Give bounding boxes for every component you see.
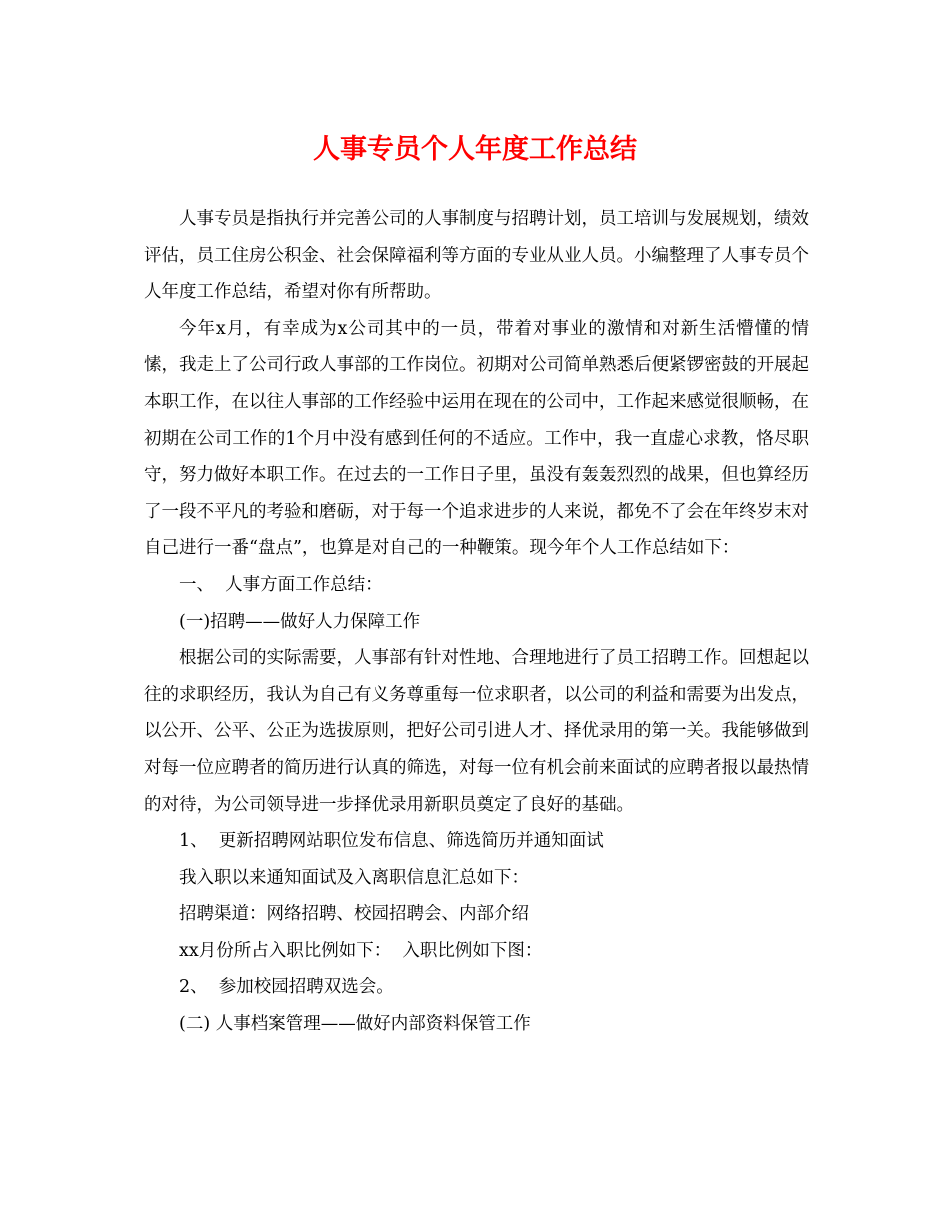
entry-ratio-line: xx月份所占入职比例如下： 入职比例如下图： [179, 940, 543, 961]
list-item-two: 2、 参加校园招聘双选会。 [179, 977, 394, 998]
recruitment-paragraph: 根据公司的实际需要，人事部有针对性地、合理地进行了员工招聘工作。回想起以往的求职经历，我认为自己有义务尊重每一位求职者，以公司的利益和需要为出发点，以公开、公平、公正为选拔原则，把好公司引进人才、择优录用的第一关。我能够做到对每一位应聘者的简历进行认真的筛选，对每一位有机会前来面试的应聘者报以最热情的对待，为公司领导进一步择优录用新职员奠定了良好的基础。 [144, 648, 809, 815]
document-body [144, 201, 809, 1043]
recruitment-channels: 招聘渠道：网络招聘、校园招聘会、内部介绍 [179, 904, 529, 925]
document-title: 人事专员个人年度工作总结 [313, 134, 637, 165]
overview-paragraph: 今年x月，有幸成为x公司其中的一员，带着对事业的激情和对新生活懵懂的情愫，我走上了公司行政人事部的工作岗位。初期对公司简单熟悉后便紧锣密鼓的开展起本职工作，在以往人事部的工作经验中运用在现在的公司中，工作起来感觉很顺畅，在初期在公司工作的1个月中没有感到任何的不适应。工作中，我一直虚心求教，恪尽职守，努力做好本职工作。在过去的一工作日子里，虽没有轰轰烈烈的战果，但也算经历了一段不平凡的考验和磨砺，对于每一个追求进步的人来说，都免不了会在年终岁末对自己进行一番“盘点”，也算是对自己的一种鞭策。现今年个人工作总结如下： [144, 318, 809, 559]
subsection-two-heading: (二) 人事档案管理——做好内部资料保管工作 [179, 1014, 531, 1035]
subsection-one-heading: (一)招聘——做好人力保障工作 [179, 611, 421, 632]
section-one-heading: 一、 人事方面工作总结： [179, 574, 383, 595]
intro-paragraph: 人事专员是指执行并完善公司的人事制度与招聘计划，员工培训与发展规划，绩效评估，员工住房公积金、社会保障福利等方面的专业从业人员。小编整理了人事专员个人年度工作总结，希望对你有所帮助。 [144, 209, 809, 303]
list-item-one-detail: 我入职以来通知面试及入离职信息汇总如下： [179, 867, 529, 888]
list-item-one: 1、 更新招聘网站职位发布信息、筛选简历并通知面试 [179, 831, 604, 852]
